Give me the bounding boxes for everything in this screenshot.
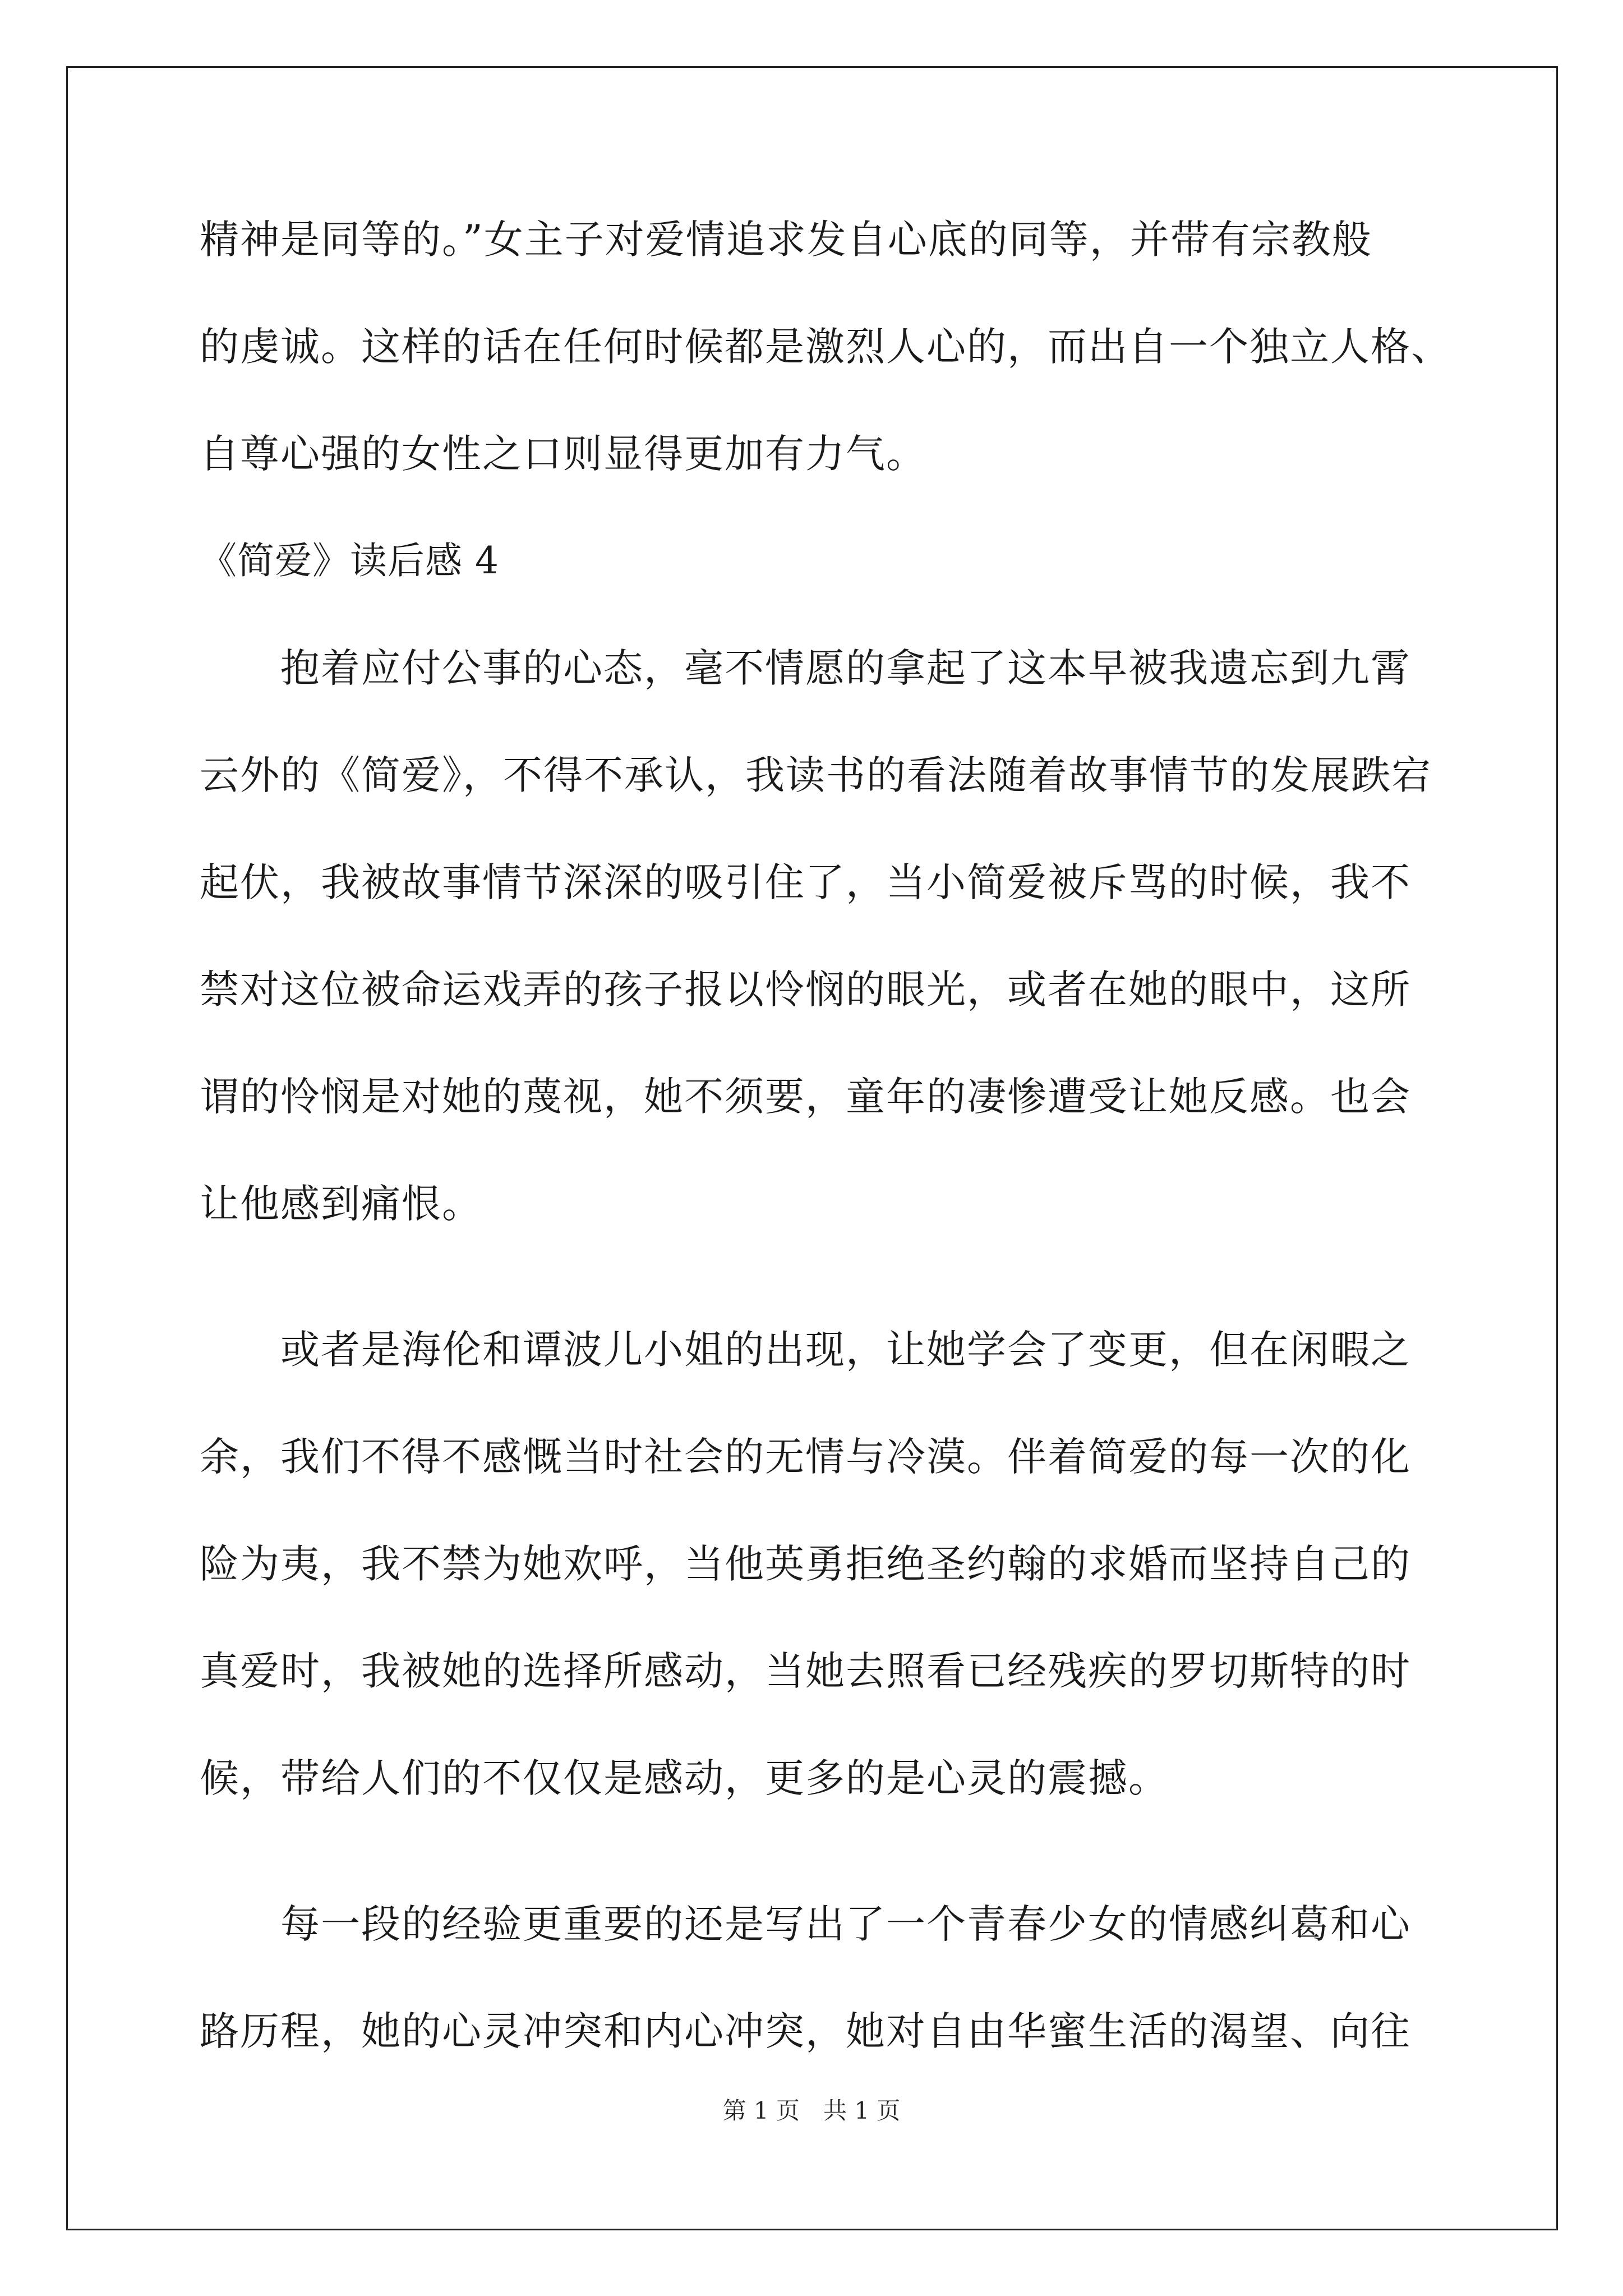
text-line: 险为夷，我不禁为她欢呼，当他英勇拒绝圣约翰的求婚而坚持自己的	[200, 1541, 1411, 1587]
text-line: 起伏，我被故事情节深深的吸引住了，当小简爱被斥骂的时候，我不	[200, 859, 1411, 905]
text-line: 禁对这位被命运戏弄的孩子报以怜悯的眼光，或者在她的眼中，这所	[200, 967, 1411, 1013]
text-line: 的虔诚。这样的话在任何时候都是激烈人心的，而出自一个独立人格、	[200, 324, 1451, 370]
text-line: 真爱时，我被她的选择所感动，当她去照看已经残疾的罗切斯特的时	[200, 1648, 1411, 1694]
text-line: 让他感到痛恨。	[200, 1181, 482, 1227]
text-line: 每一段的经验更重要的还是写出了一个青春少女的情感纠葛和心	[200, 1901, 1411, 1947]
text-line: 谓的怜悯是对她的蔑视，她不须要，童年的凄惨遭受让她反感。也会	[200, 1074, 1411, 1120]
document-body	[200, 217, 1451, 2119]
text-line: 或者是海伦和谭波儿小姐的出现，让她学会了变更，但在闲暇之	[200, 1327, 1411, 1373]
text-line: 自尊心强的女性之口则显得更加有力气。	[200, 431, 926, 477]
text-line: 路历程，她的心灵冲突和内心冲突，她对自由华蜜生活的渴望、向往	[200, 2008, 1411, 2054]
text-line: 精神是同等的。”女主子对爱情追求发自心底的同等，并带有宗教般	[200, 217, 1372, 263]
section-heading: 《简爱》读后感 4	[200, 539, 499, 582]
text-line: 候，带给人们的不仅仅是感动，更多的是心灵的震撼。	[200, 1755, 1169, 1801]
text-line: 余，我们不得不感慨当时社会的无情与冷漠。伴着简爱的每一次的化	[200, 1434, 1411, 1480]
text-line: 云外的《简爱》，不得不承认，我读书的看法随着故事情节的发展跌宕	[200, 752, 1432, 798]
page-footer: 第 1 页 共 1 页	[722, 2097, 901, 2124]
text-line: 抱着应付公事的心态，毫不情愿的拿起了这本早被我遗忘到九霄	[200, 645, 1411, 691]
